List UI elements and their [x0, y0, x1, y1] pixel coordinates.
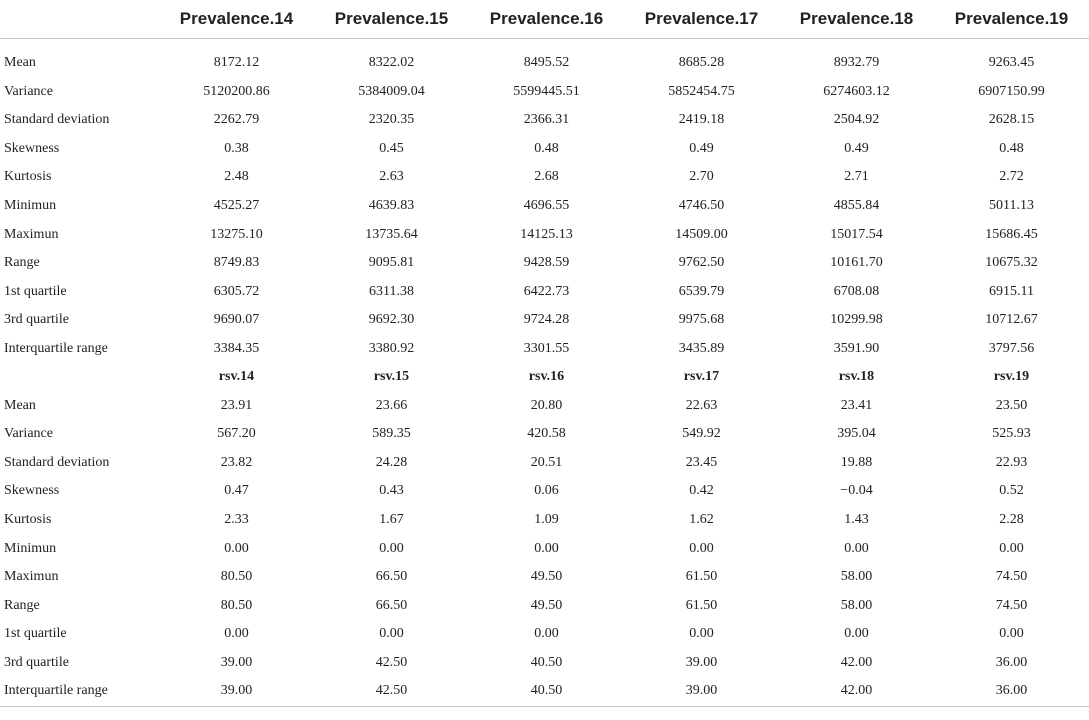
rsv-value-cell: 1.09: [534, 512, 559, 528]
header-cell-blank: [0, 0, 159, 39]
rsv-value-cell: 1.43: [844, 512, 869, 528]
header-row: [0, 0, 1089, 39]
prevalence-value-cell: 8685.28: [678, 55, 725, 71]
table-row: [0, 420, 1089, 449]
table-row: [0, 192, 1089, 221]
prevalence-value-cell: 3384.35: [213, 340, 260, 356]
table-row: [0, 449, 1089, 478]
prevalence-value-cell: 5384009.04: [358, 83, 425, 99]
table-row: [0, 620, 1089, 649]
prevalence-row-label: Minimun: [4, 198, 57, 213]
spacer-row: [0, 39, 1089, 50]
rsv-row-label: 3rd quartile: [4, 654, 69, 670]
header-cell-prevalence-19: Prevalence.19: [934, 0, 1089, 39]
prevalence-value-cell: 2320.35: [368, 112, 415, 128]
prevalence-value-cell: 2.70: [689, 169, 714, 185]
prevalence-value-cell: 6915.11: [989, 283, 1034, 299]
subheader-cell: rsv.19: [993, 369, 1030, 385]
prevalence-value-cell: 6274603.12: [823, 83, 890, 99]
rsv-value-cell: 2.33: [224, 512, 249, 528]
prevalence-row-label: 1st quartile: [4, 283, 67, 299]
rsv-value-cell: 0.43: [379, 483, 404, 499]
prevalence-value-cell: 4855.84: [833, 198, 880, 213]
rsv-row-label: Maximun: [4, 569, 59, 585]
prevalence-value-cell: 5120200.86: [203, 83, 270, 99]
prevalence-value-cell: 10675.32: [985, 255, 1038, 271]
rsv-row-label: Minimun: [4, 540, 57, 556]
rsv-value-cell: 39.00: [220, 654, 253, 670]
rsv-value-cell: 567.20: [217, 426, 256, 442]
rsv-value-cell: 58.00: [840, 569, 873, 585]
prevalence-value-cell: 0.45: [379, 140, 404, 156]
prevalence-value-cell: 9692.30: [368, 312, 415, 328]
rsv-row-label: Kurtosis: [4, 512, 52, 528]
rsv-value-cell: 0.42: [689, 483, 714, 499]
prevalence-value-cell: 2.48: [224, 169, 249, 185]
table-row: [0, 163, 1089, 192]
prevalence-row-label: 3rd quartile: [4, 312, 69, 328]
rsv-value-cell: 61.50: [685, 569, 718, 585]
prevalence-value-cell: 4696.55: [523, 198, 570, 213]
prevalence-value-cell: 9690.07: [213, 312, 260, 328]
table-row: [0, 106, 1089, 135]
rsv-value-cell: 23.41: [840, 397, 873, 413]
prevalence-row-label: Standard deviation: [4, 112, 110, 128]
table-row: [0, 306, 1089, 335]
rsv-value-cell: 36.00: [934, 677, 1089, 706]
rsv-value-cell: 0.00: [224, 626, 249, 642]
rsv-value-cell: 39.00: [159, 677, 314, 706]
prevalence-value-cell: 0.49: [844, 140, 869, 156]
rsv-value-cell: −0.04: [840, 483, 873, 499]
prevalence-value-cell: 15686.45: [985, 226, 1038, 242]
table-row: [0, 534, 1089, 563]
prevalence-value-cell: 6422.73: [523, 283, 570, 299]
prevalence-value-cell: 6907150.99: [978, 83, 1045, 99]
rsv-value-cell: 0.00: [379, 626, 404, 642]
prevalence-value-cell: 10161.70: [830, 255, 883, 271]
table-row: [0, 392, 1089, 421]
rsv-value-cell: 36.00: [995, 654, 1028, 670]
prevalence-value-cell: 0.48: [999, 140, 1024, 156]
table-row: [0, 506, 1089, 535]
prevalence-value-cell: 5852454.75: [668, 83, 735, 99]
subheader-cell: rsv.17: [683, 369, 720, 385]
prevalence-value-cell: 6305.72: [213, 283, 260, 299]
rsv-value-cell: 0.00: [534, 626, 559, 642]
prevalence-value-cell: 8749.83: [213, 255, 260, 271]
rsv-value-cell: 420.58: [527, 426, 566, 442]
rsv-value-cell: 24.28: [375, 454, 408, 470]
table-row: [0, 49, 1089, 78]
header-cell-prevalence-15: Prevalence.15: [314, 0, 469, 39]
prevalence-row-label: Range: [4, 255, 40, 271]
table-row: [0, 591, 1089, 620]
prevalence-value-cell: 8932.79: [833, 55, 880, 71]
rsv-value-cell: 49.50: [530, 569, 563, 585]
rsv-value-cell: 395.04: [837, 426, 876, 442]
rsv-row-label: Skewness: [4, 483, 60, 499]
table-row: [0, 563, 1089, 592]
rsv-row-label: 1st quartile: [4, 626, 67, 642]
prevalence-value-cell: 9428.59: [523, 255, 570, 271]
prevalence-value-cell: 5599445.51: [513, 83, 580, 99]
rsv-value-cell: 58.00: [840, 597, 873, 613]
rsv-value-cell: 42.50: [314, 677, 469, 706]
table-row: [0, 277, 1089, 306]
spacer-cell: [0, 39, 1089, 50]
rsv-value-cell: 2.28: [999, 512, 1024, 528]
rsv-value-cell: 23.82: [220, 454, 253, 470]
subheader-cell: rsv.14: [218, 369, 255, 385]
prevalence-value-cell: 8495.52: [523, 55, 570, 71]
rsv-row-label: Range: [4, 597, 40, 613]
prevalence-value-cell: 2262.79: [213, 112, 260, 128]
prevalence-value-cell: 2419.18: [678, 112, 725, 128]
table-header: [0, 0, 1089, 39]
rsv-value-cell: 0.00: [844, 626, 869, 642]
rsv-value-cell: 0.00: [689, 626, 714, 642]
subheader-cell: rsv.16: [528, 369, 565, 385]
prevalence-value-cell: 9263.45: [988, 55, 1035, 71]
prevalence-value-cell: 3435.89: [678, 340, 725, 356]
prevalence-value-cell: 3380.92: [368, 340, 415, 356]
prevalence-value-cell: 9762.50: [678, 255, 725, 271]
prevalence-value-cell: 6539.79: [678, 283, 725, 299]
rsv-value-cell: 0.47: [224, 483, 249, 499]
prevalence-value-cell: 13735.64: [365, 226, 418, 242]
prevalence-row-label: Interquartile range: [4, 340, 108, 356]
prevalence-row-label: Mean: [4, 55, 36, 71]
prevalence-value-cell: 2.72: [999, 169, 1024, 185]
rsv-value-cell: 66.50: [375, 569, 408, 585]
prevalence-value-cell: 8322.02: [368, 55, 415, 71]
prevalence-value-cell: 13275.10: [210, 226, 263, 242]
prevalence-value-cell: 2.71: [844, 169, 869, 185]
prevalence-value-cell: 9095.81: [368, 255, 415, 271]
rsv-value-cell: 42.00: [779, 677, 934, 706]
header-cell-prevalence-16: Prevalence.16: [469, 0, 624, 39]
prevalence-value-cell: 2.68: [534, 169, 559, 185]
rsv-value-cell: 525.93: [992, 426, 1031, 442]
header-cell-prevalence-14: Prevalence.14: [159, 0, 314, 39]
prevalence-value-cell: 0.38: [224, 140, 249, 156]
rsv-value-cell: 74.50: [995, 597, 1028, 613]
rsv-value-cell: 589.35: [372, 426, 411, 442]
rsv-value-cell: 80.50: [220, 597, 253, 613]
prevalence-value-cell: 14509.00: [675, 226, 728, 242]
rsv-value-cell: 23.50: [995, 397, 1028, 413]
rsv-value-cell: 0.00: [224, 540, 249, 556]
rsv-value-cell: 0.00: [534, 540, 559, 556]
rsv-value-cell: 0.06: [534, 483, 559, 499]
prevalence-value-cell: 0.48: [534, 140, 559, 156]
rsv-value-cell: 23.45: [685, 454, 718, 470]
rsv-value-cell: 39.00: [685, 654, 718, 670]
rsv-value-cell: 23.91: [220, 397, 253, 413]
prevalence-value-cell: 4525.27: [213, 198, 260, 213]
rsv-value-cell: 0.00: [689, 540, 714, 556]
table-row: [0, 477, 1089, 506]
subheader-cell: rsv.15: [373, 369, 410, 385]
table-row: [0, 677, 1089, 706]
rsv-value-cell: 40.50: [530, 654, 563, 670]
rsv-value-cell: 74.50: [995, 569, 1028, 585]
prevalence-value-cell: 2366.31: [523, 112, 570, 128]
prevalence-row-label: Variance: [4, 83, 53, 99]
header-cell-prevalence-18: Prevalence.18: [779, 0, 934, 39]
prevalence-value-cell: 3797.56: [988, 340, 1035, 356]
rsv-value-cell: 66.50: [375, 597, 408, 613]
rsv-subheader-row: [0, 363, 1089, 392]
prevalence-value-cell: 10712.67: [985, 312, 1038, 328]
rsv-value-cell: 42.00: [840, 654, 873, 670]
rsv-value-cell: 42.50: [375, 654, 408, 670]
prevalence-value-cell: 4639.83: [368, 198, 415, 213]
prevalence-value-cell: 9724.28: [523, 312, 570, 328]
rsv-value-cell: 0.52: [999, 483, 1024, 499]
prevalence-value-cell: 10299.98: [830, 312, 883, 328]
rsv-value-cell: 22.63: [685, 397, 718, 413]
prevalence-value-cell: 14125.13: [520, 226, 573, 242]
rsv-value-cell: 0.00: [844, 540, 869, 556]
rsv-row-label: Mean: [4, 397, 36, 413]
prevalence-value-cell: 2504.92: [833, 112, 880, 128]
rsv-value-cell: 0.00: [999, 626, 1024, 642]
prevalence-value-cell: 2628.15: [988, 112, 1035, 128]
table-row: [0, 135, 1089, 164]
prevalence-value-cell: 6708.08: [833, 283, 880, 299]
rsv-value-cell: 19.88: [840, 454, 873, 470]
prevalence-value-cell: 6311.38: [369, 283, 414, 299]
rsv-value-cell: 22.93: [995, 454, 1028, 470]
prevalence-value-cell: 5011.13: [989, 198, 1034, 213]
rsv-value-cell: 20.80: [530, 397, 563, 413]
table-row: [0, 249, 1089, 278]
table-row: [0, 648, 1089, 677]
rsv-value-cell: 1.67: [379, 512, 404, 528]
rsv-value-cell: 39.00: [624, 677, 779, 706]
prevalence-value-cell: 0.49: [689, 140, 714, 156]
rsv-row-label: Standard deviation: [4, 454, 110, 470]
table-row: [0, 334, 1089, 363]
prevalence-value-cell: 4746.50: [678, 198, 725, 213]
subheader-blank-cell: [0, 363, 159, 392]
rsv-value-cell: 549.92: [682, 426, 721, 442]
prevalence-value-cell: 8172.12: [213, 55, 260, 71]
prevalence-value-cell: 9975.68: [678, 312, 725, 328]
rsv-value-cell: 20.51: [530, 454, 563, 470]
rsv-row-label: Interquartile range: [0, 677, 159, 706]
prevalence-row-label: Skewness: [4, 140, 60, 156]
rsv-value-cell: 1.62: [689, 512, 714, 528]
table-row: [0, 78, 1089, 107]
prevalence-value-cell: 15017.54: [830, 226, 883, 242]
rsv-value-cell: 40.50: [469, 677, 624, 706]
prevalence-value-cell: 2.63: [379, 169, 404, 185]
rsv-value-cell: 49.50: [530, 597, 563, 613]
prevalence-value-cell: 3591.90: [833, 340, 880, 356]
rsv-value-cell: 61.50: [685, 597, 718, 613]
prevalence-value-cell: 3301.55: [523, 340, 570, 356]
rsv-value-cell: 80.50: [220, 569, 253, 585]
table-body: [0, 39, 1089, 707]
subheader-cell: rsv.18: [838, 369, 875, 385]
rsv-value-cell: 0.00: [999, 540, 1024, 556]
prevalence-row-label: Maximun: [4, 226, 59, 242]
rsv-row-label: Variance: [4, 426, 53, 442]
rsv-value-cell: 0.00: [379, 540, 404, 556]
header-cell-prevalence-17: Prevalence.17: [624, 0, 779, 39]
rsv-value-cell: 23.66: [375, 397, 408, 413]
table-row: [0, 220, 1089, 249]
prevalence-row-label: Kurtosis: [4, 169, 52, 185]
